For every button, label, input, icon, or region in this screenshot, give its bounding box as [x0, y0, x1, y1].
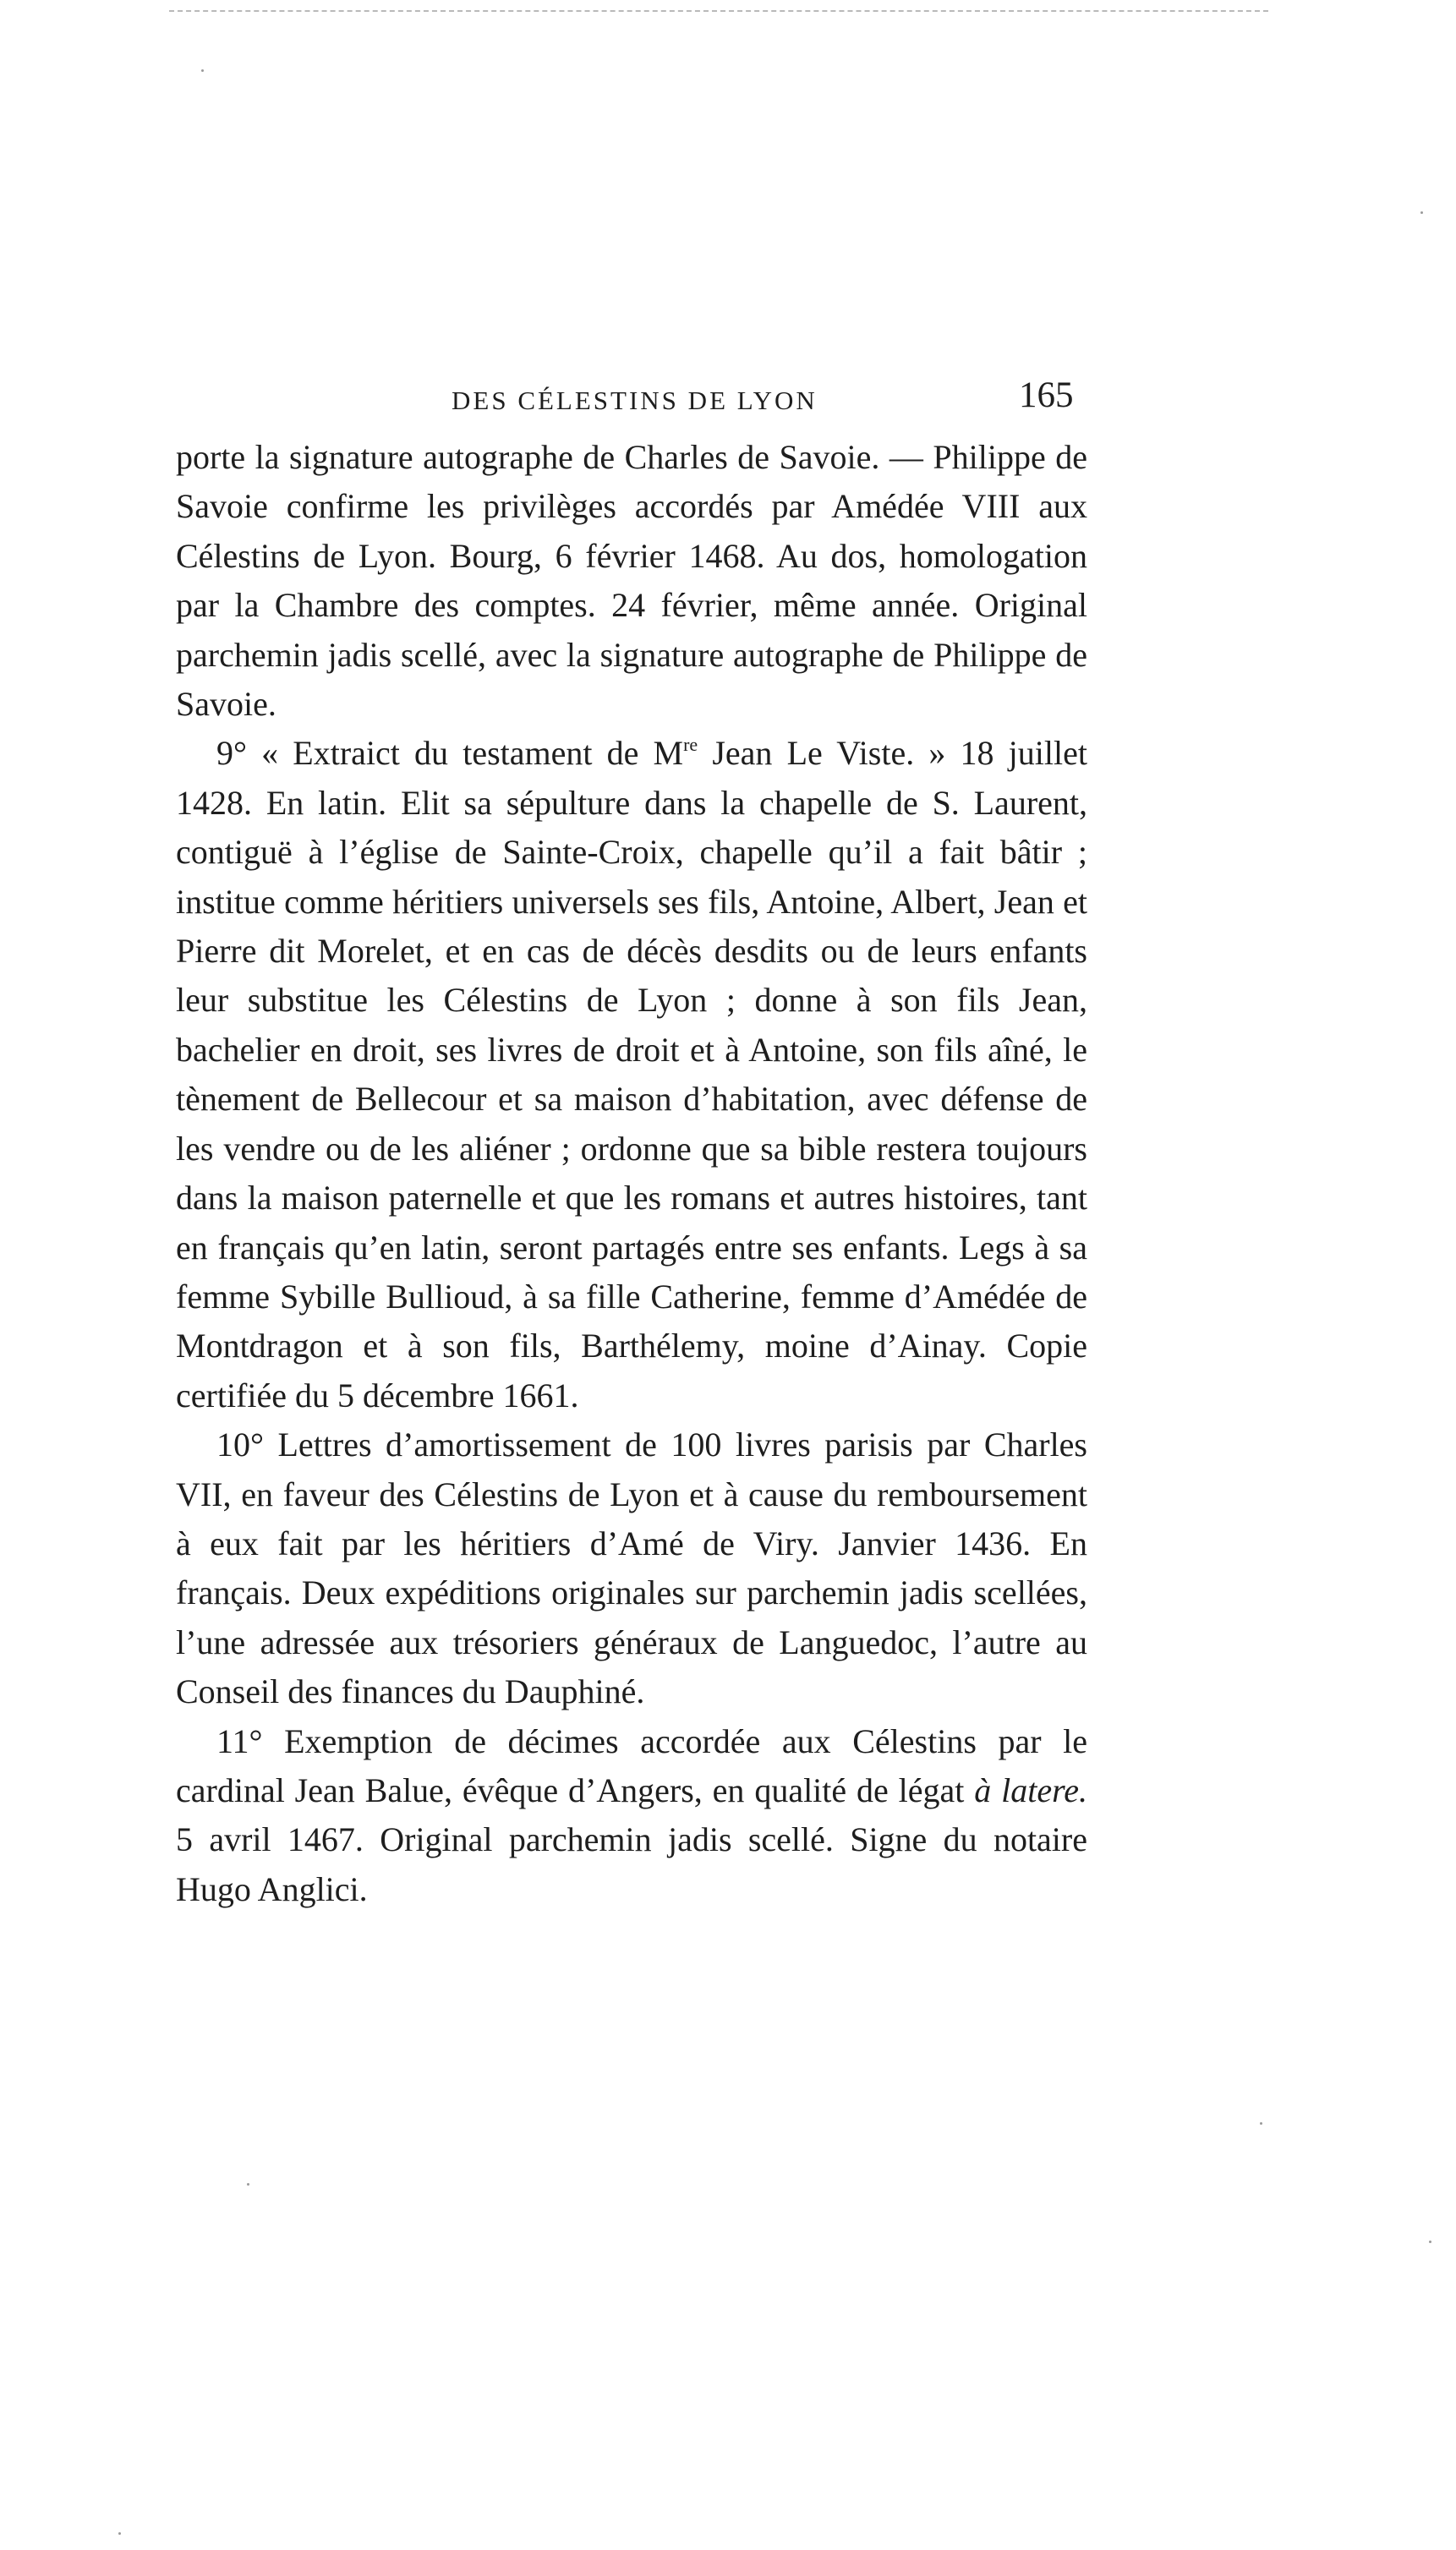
paragraph-item-11 [176, 1717, 1087, 1915]
latin-phrase: à latere. [974, 1770, 1087, 1809]
superscript-abbreviation: re [683, 734, 698, 756]
page-number: 165 [1019, 375, 1074, 415]
item-11-text-rest: 5 avril 1467. Original parchemin jadis scellé. Signe du notaire Hugo Anglici. [176, 1820, 1087, 1908]
paper-speck [1429, 2241, 1431, 2243]
paper-speck [247, 2183, 249, 2186]
paragraph-item-10: 10° Lettres d’amortissement de 100 livres parisis par Charles VII, en faveur des Célestins de Lyon et à cause du remboursement à eux fait par les héritiers d’Amé de Viry. Janvier 1436. En français. Deux expéditions originales sur parchemin jadis scellées, l’une adressée aux trésoriers généraux de Languedoc, l’autre au Conseil des finances du Dauphiné. [176, 1425, 1087, 1711]
item-9-text-start: 9° « Extraict du testament de M [216, 734, 684, 773]
paper-speck [1420, 211, 1423, 214]
running-title: DES CÉLESTINS DE LYON [452, 386, 818, 415]
item-9-text-rest: Jean Le Viste. » 18 juillet 1428. En latin. Elit sa sépulture dans la chapelle de S. Laurent, contiguë à l’église de Sainte-Croix, chapelle qu’il a fait bâtir ; institue comme héritiers universels ses fils, Antoine, Albert, Jean et Pierre dit Morelet, et en cas de décès desdits ou de leurs enfants leur substitue les Célestins de Lyon ; donne à son fils Jean, bachelier en droit, ses livres de droit et à Antoine, son fils aîné, le tènement de Bellecour et sa maison d’habitation, avec défense de les vendre ou de les aliéner ; ordonne que sa bible restera toujours dans la maison paternelle et que les romans et autres histoires, tant en français qu’en latin, seront partagés entre ses enfants. Legs à sa femme Sybille Bullioud, à sa fille Catherine, femme d’Amédée de Montdragon et à son fils, Barthélemy, moine d’Ainay. Copie certifiée du 5 décembre 1661. [176, 734, 1088, 1415]
body-text [176, 433, 1087, 1914]
paper-speck [118, 2532, 121, 2535]
paragraph-continuation: porte la signature autographe de Charles de Savoie. — Philippe de Savoie confirme les privilèges accordés par Amédée VIII aux Célestins de Lyon. Bourg, 6 février 1468. Au dos, homologation par la Chambre des comptes. 24 février, même année. Original parchemin jadis scellé, avec la signature autographe de Philippe de Savoie. [176, 438, 1087, 724]
paper-speck [201, 69, 204, 72]
paragraph-item-9 [176, 729, 1087, 1420]
item-11-text-start: 11° Exemption de décimes accordée aux Célestins par le cardinal Jean Balue, évêque d’Angers, en qualité de légat [176, 1721, 1087, 1809]
page-edge-rule [169, 10, 1268, 12]
running-head [169, 375, 1099, 426]
paper-speck [1260, 2122, 1262, 2125]
